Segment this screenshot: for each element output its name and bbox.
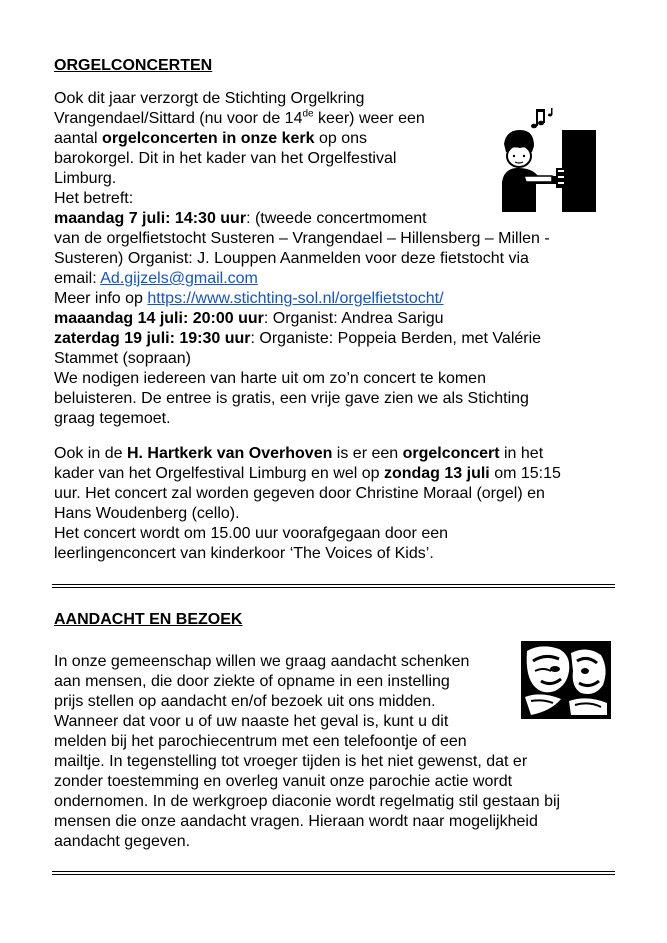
text-span: keer) weer een xyxy=(313,110,425,127)
text-line: van de orgelfietstocht Susteren – Vrangendael – Hillensberg – Millen - xyxy=(54,230,550,247)
text-line: beluisteren. De entree is gratis, een vrije gave zien we als Stichting xyxy=(54,390,529,407)
text-line xyxy=(54,109,425,129)
organ-cabinet xyxy=(562,130,596,212)
text-line xyxy=(54,129,367,149)
text-span: Meer info op xyxy=(54,290,148,307)
text-span: op ons xyxy=(314,130,368,147)
text-line xyxy=(54,289,444,309)
text-line: graag tegemoet. xyxy=(54,410,171,427)
text-line: zonder toestemming en overleg vanuit onze parochie actie wordt xyxy=(54,773,513,790)
text-span: Vrangendael/Sittard (nu voor de 14 xyxy=(54,110,303,127)
text-span: : (tweede concertmoment xyxy=(246,210,427,227)
text-span: email: xyxy=(54,270,101,287)
text-line xyxy=(54,269,258,289)
text-line xyxy=(54,309,444,329)
text-line xyxy=(54,464,561,484)
event-date: maandag 7 juli: 14:30 uur xyxy=(54,210,247,227)
text-line: ondernomen. In de werkgroep diaconie wordt regelmatig stil gestaan bij xyxy=(54,793,561,810)
ordinal-suffix: de xyxy=(302,108,314,120)
text-line: aan mensen, die door ziekte of opname in een instelling xyxy=(54,673,450,690)
text-span: Ook in de xyxy=(54,445,127,462)
text-line xyxy=(54,209,427,229)
website-link[interactable]: https://www.stichting-sol.nl/orgelfietstocht/ xyxy=(147,290,444,307)
section-divider xyxy=(52,871,615,875)
text-line: Stammet (sopraan) xyxy=(54,350,191,367)
organ-player-icon xyxy=(496,106,598,212)
event-date: maaandag 14 juli: 20:00 uur xyxy=(54,310,264,327)
text-line: Ook dit jaar verzorgt de Stichting Orgelkring xyxy=(54,90,365,107)
section-heading-orgelconcerten: ORGELCONCERTEN xyxy=(54,57,213,74)
text-line: We nodigen iedereen van harte uit om zo’n concert te komen xyxy=(54,370,486,387)
text-line: Het betreft: xyxy=(54,190,134,207)
text-span: : Organiste: Poppeia Berden, met Valérie xyxy=(250,330,542,347)
section-heading-aandacht-en-bezoek: AANDACHT EN BEZOEK xyxy=(54,611,243,628)
text-line: barokorgel. Dit in het kader van het Orgelfestival xyxy=(54,150,397,167)
music-notes-icon xyxy=(531,108,553,128)
text-line: In onze gemeenschap willen we graag aandacht schenken xyxy=(54,653,470,670)
text-line xyxy=(54,444,543,464)
text-line: Wanneer dat voor u of uw naaste het geval is, kunt u dit xyxy=(54,713,449,730)
email-link[interactable]: Ad.gijzels@gmail.com xyxy=(100,270,258,287)
bold-text: orgelconcerten in onze kerk xyxy=(102,130,315,147)
bold-text: orgelconcert xyxy=(402,445,500,462)
text-span: is er een xyxy=(332,445,403,462)
text-line xyxy=(54,329,541,349)
text-span: om 15:15 xyxy=(489,465,561,482)
text-line: aandacht gegeven. xyxy=(54,833,191,850)
text-line: mensen die onze aandacht vragen. Hieraan wordt naar mogelijkheid xyxy=(54,813,538,830)
text-line: leerlingenconcert van kinderkoor ‘The Voices of Kids’. xyxy=(54,545,434,562)
text-line: Het concert wordt om 15.00 uur voorafgegaan door een xyxy=(54,525,449,542)
text-line: Susteren) Organist: J. Louppen Aanmelden voor deze fietstocht via xyxy=(54,250,529,267)
text-span: : Organist: Andrea Sarigu xyxy=(263,310,444,327)
bold-text: H. Hartkerk van Overhoven xyxy=(126,445,333,462)
text-line: prijs stellen op aandacht en/of bezoek uit ons midden. xyxy=(54,693,436,710)
text-span: aantal xyxy=(54,130,103,147)
text-span: kader van het Orgelfestival Limburg en wel op xyxy=(54,465,384,482)
text-line: mailtje. In tegenstelling tot vroeger tijden is het niet gewenst, dat er xyxy=(54,753,528,770)
text-line: Hans Woudenberg (cello). xyxy=(54,505,240,522)
player-figure xyxy=(502,130,556,212)
event-date: zaterdag 19 juli: 19:30 uur xyxy=(54,330,251,347)
conversation-illustration xyxy=(521,641,611,719)
event-date: zondag 13 juli xyxy=(383,465,490,482)
section-divider xyxy=(52,584,615,588)
text-span: in het xyxy=(499,445,544,462)
text-line: uur. Het concert zal worden gegeven door Christine Moraal (orgel) en xyxy=(54,485,545,502)
text-line: Limburg. xyxy=(54,170,117,187)
text-line: melden bij het parochiecentrum met een telefoontje of een xyxy=(54,733,467,750)
